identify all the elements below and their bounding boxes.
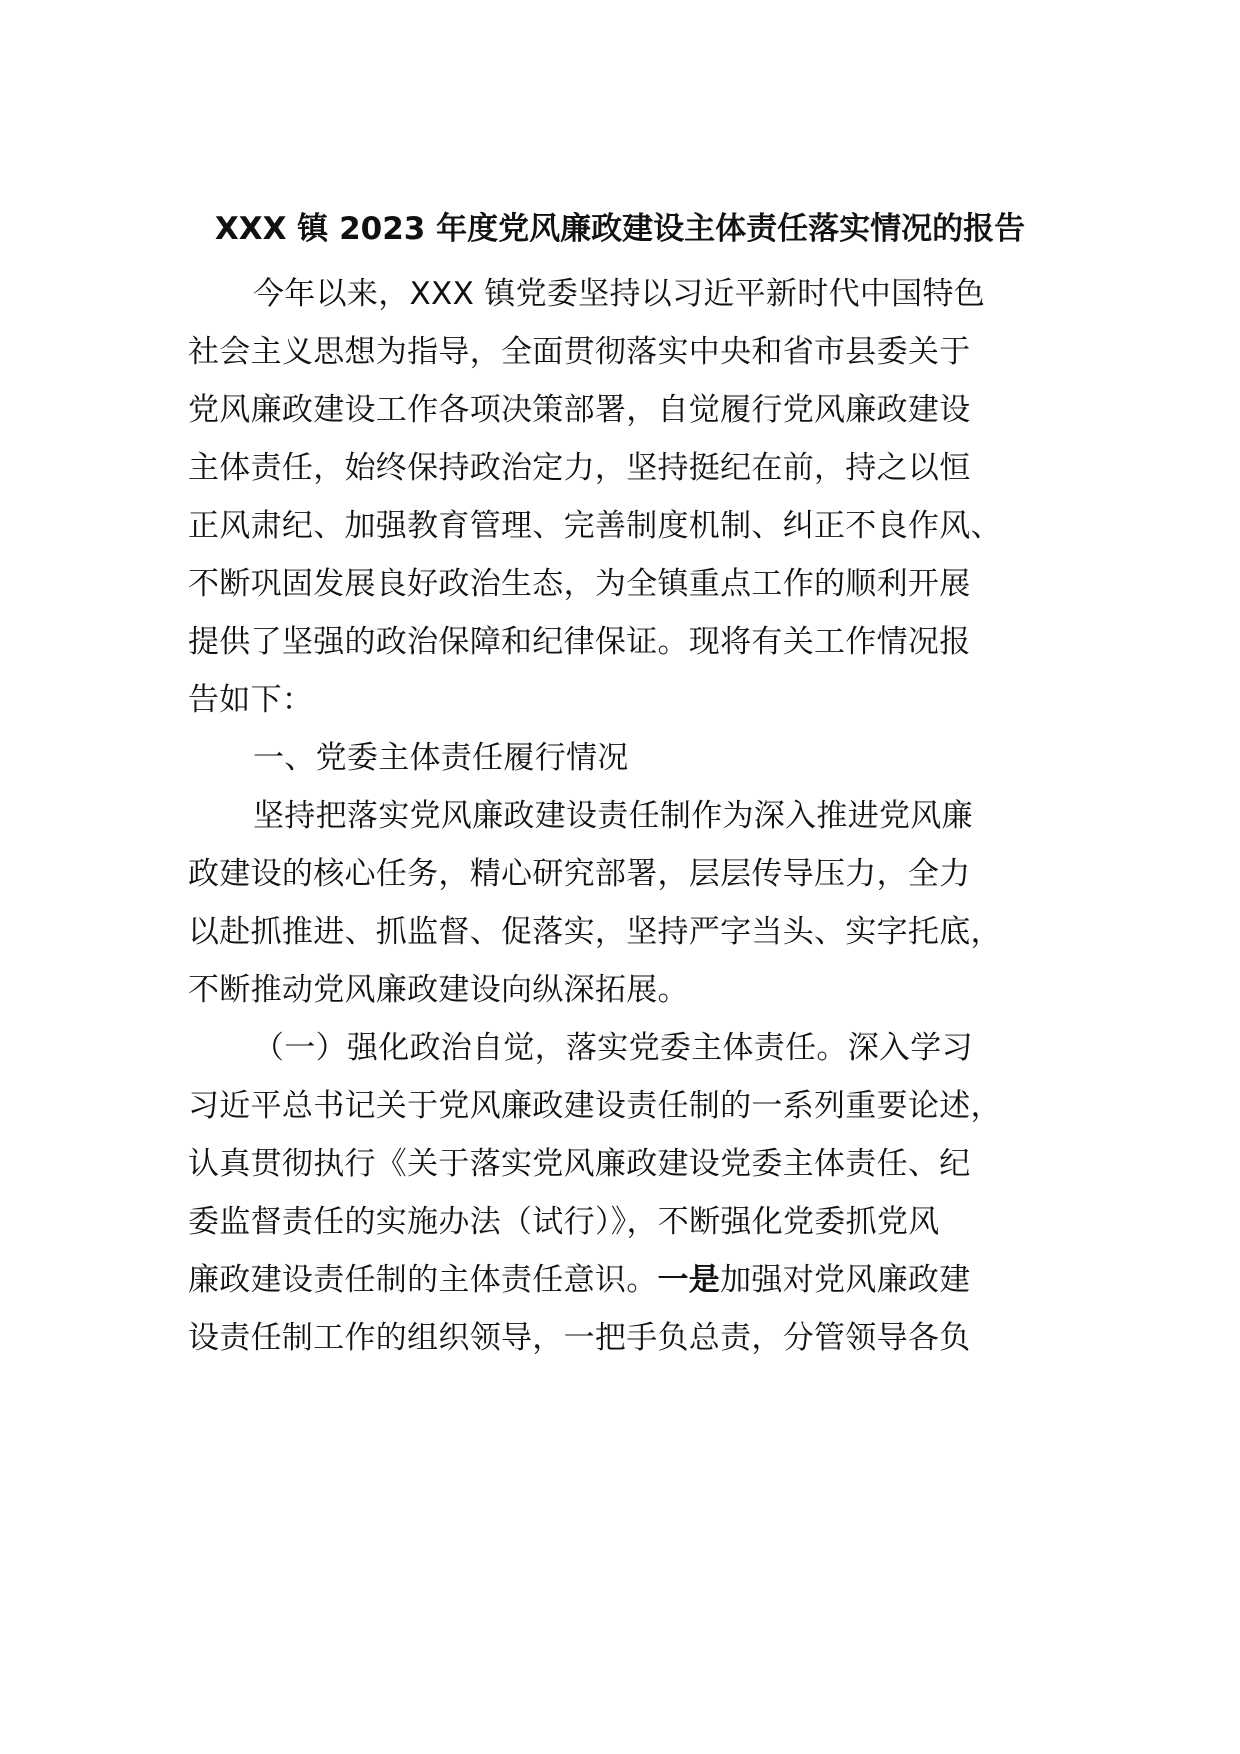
paragraph-line: 委监督责任的实施办法（试行）》，不断强化党委抓党风 bbox=[188, 1204, 940, 1240]
paragraph-line: 正风肃纪、加强教育管理、完善制度机制、纠正不良作风、 bbox=[188, 508, 1002, 544]
paragraph-line: 以赴抓推进、抓监督、促落实，坚持严字当头、实字托底， bbox=[188, 914, 1002, 950]
paragraph-line bbox=[188, 1258, 971, 1302]
document-title: XXX 镇 2023 年度党风廉政建设主体责任落实情况的报告 bbox=[214, 211, 1026, 247]
paragraph-text: 廉政建设责任制的主体责任意识。 bbox=[188, 1262, 658, 1298]
paragraph-line: 不断推动党风廉政建设向纵深拓展。 bbox=[188, 972, 689, 1008]
paragraph-line: 设责任制工作的组织领导，一把手负总责，分管领导各负 bbox=[188, 1320, 971, 1356]
paragraph-line: 社会主义思想为指导，全面贯彻落实中央和省市县委关于 bbox=[188, 334, 971, 370]
paragraph-line: （一）强化政治自觉，落实党委主体责任。深入学习 bbox=[253, 1030, 973, 1066]
paragraph-line: 坚持把落实党风廉政建设责任制作为深入推进党风廉 bbox=[253, 798, 973, 834]
paragraph-line: 习近平总书记关于党风廉政建设责任制的一系列重要论述， bbox=[188, 1088, 1002, 1124]
paragraph-line: 政建设的核心任务，精心研究部署，层层传导压力，全力 bbox=[188, 856, 971, 892]
paragraph-line: 今年以来，XXX 镇党委坚持以习近平新时代中国特色 bbox=[253, 276, 986, 312]
paragraph-line: 认真贯彻执行《关于落实党风廉政建设党委主体责任、纪 bbox=[188, 1146, 971, 1182]
paragraph-line: 不断巩固发展良好政治生态，为全镇重点工作的顺利开展 bbox=[188, 566, 971, 602]
section-heading: 一、党委主体责任履行情况 bbox=[253, 740, 629, 776]
emphasis-text: 一是 bbox=[657, 1262, 721, 1298]
paragraph-line: 告如下： bbox=[188, 682, 314, 718]
paragraph-line: 提供了坚强的政治保障和纪律保证。现将有关工作情况报 bbox=[188, 624, 971, 660]
paragraph-line: 主体责任，始终保持政治定力，坚持挺纪在前，持之以恒 bbox=[188, 450, 971, 486]
paragraph-line: 党风廉政建设工作各项决策部署，自觉履行党风廉政建设 bbox=[188, 392, 971, 428]
paragraph-text: 加强对党风廉政建 bbox=[720, 1262, 971, 1298]
